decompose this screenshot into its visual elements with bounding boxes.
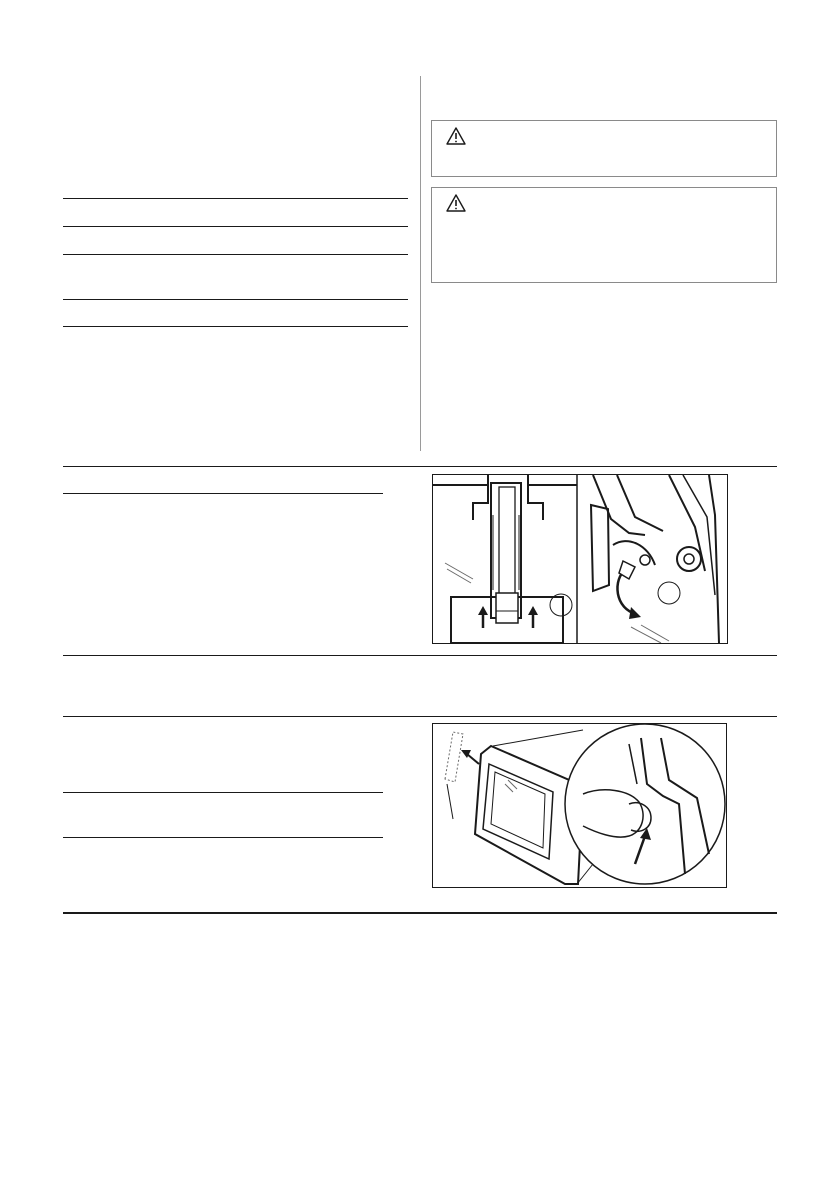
table-rule <box>63 198 408 199</box>
door-glass-panel-figure <box>432 723 727 888</box>
warning-box-2 <box>431 187 777 283</box>
door-hinge-figure <box>432 474 728 644</box>
warning-triangle-icon <box>446 194 466 212</box>
section-rule <box>63 655 777 656</box>
warning-triangle-icon <box>446 127 466 145</box>
section-end-rule <box>63 912 777 914</box>
step-rule <box>63 493 383 494</box>
glass-panel-illustration <box>433 724 726 887</box>
door-hinge-illustration <box>433 475 727 643</box>
warning-box-1 <box>431 120 777 177</box>
step-rule <box>63 792 383 793</box>
section-rule <box>63 466 777 467</box>
table-rule <box>63 299 408 300</box>
column-divider <box>420 76 421 451</box>
table-rule <box>63 326 408 327</box>
table-rule <box>63 254 408 255</box>
step-rule <box>63 837 383 838</box>
section-rule <box>63 716 777 717</box>
table-rule <box>63 226 408 227</box>
